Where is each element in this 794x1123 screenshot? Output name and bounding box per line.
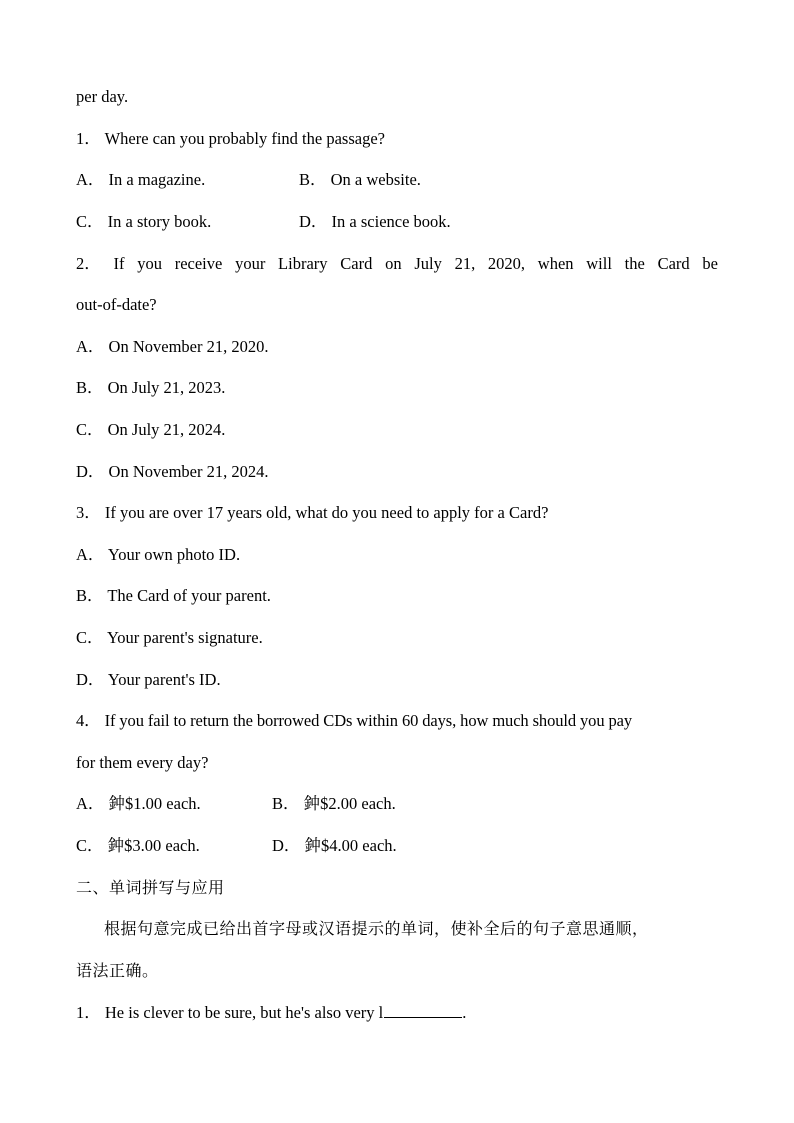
q2-word: Card [657,254,690,273]
text-line-per-day: per day. [76,87,129,106]
q2-word: July [414,254,442,273]
question-4-continuation: for them every day? [76,753,209,772]
q2-word: Card [340,254,373,273]
question-2-option-a: A． On November 21, 2020. [76,337,269,356]
question-2-continuation: out-of-date? [76,295,157,314]
question-3-option-d: D． Your parent's ID. [76,670,221,689]
question-4-option-b: B． 鈡$2.00 each. [272,794,396,813]
section-heading: 二、单词拼写与应用 [76,878,225,897]
section-instructions: 根据句意完成已给出首字母或汉语提示的单词，使补全后的句子意思通顺， [104,919,649,938]
q2-word: you [137,254,162,273]
question-2-option-c: C． On July 21, 2024. [76,420,226,439]
question-1: 1． Where can you probably find the passage? [76,129,385,148]
question-4: 4． If you fail to return the borrowed CDs within 60 days, how much should you pay [76,711,633,730]
question-1-option-a: A． In a magazine. [76,170,206,189]
q2-word: be [702,254,718,273]
q2-word: 2020, [487,254,526,273]
q2-word: 2． [76,254,101,273]
question-3-option-b: B． The Card of your parent. [76,586,271,605]
question-3: 3． If you are over 17 years old, what do you need to apply for a Card? [76,503,549,522]
question-3-option-c: C． Your parent's signature. [76,628,263,647]
question-2 [76,253,718,275]
section-instructions-continuation: 语法正确。 [76,961,159,980]
q2-word: when [537,254,574,273]
question-1-option-b: B． On a website. [299,170,421,189]
question-4-option-a: A． 鈡$1.00 each. [76,794,201,813]
spelling-question-1 [76,1001,718,1024]
question-2-option-d: D． On November 21, 2024. [76,462,269,481]
spelling-question-1-period: . [462,1003,467,1022]
q2-word: receive [174,254,223,273]
question-4-option-c: C． 鈡$3.00 each. [76,836,200,855]
q2-word: the [624,254,645,273]
question-1-option-d: D． In a science book. [299,212,451,231]
question-3-option-a: A． Your own photo ID. [76,545,241,564]
q2-word: on [385,254,402,273]
q2-word: If [113,254,125,273]
q2-word: will [586,254,612,273]
spelling-question-1-text: 1． He is clever to be sure, but he's also very l [76,1003,384,1022]
q2-word: 21, [454,254,476,273]
q2-word: Library [278,254,328,273]
question-4-option-d: D． 鈡$4.00 each. [272,836,397,855]
question-2-option-b: B． On July 21, 2023. [76,378,226,397]
question-1-option-c: C． In a story book. [76,212,212,231]
answer-blank[interactable] [384,1001,462,1018]
q2-word: your [235,254,266,273]
